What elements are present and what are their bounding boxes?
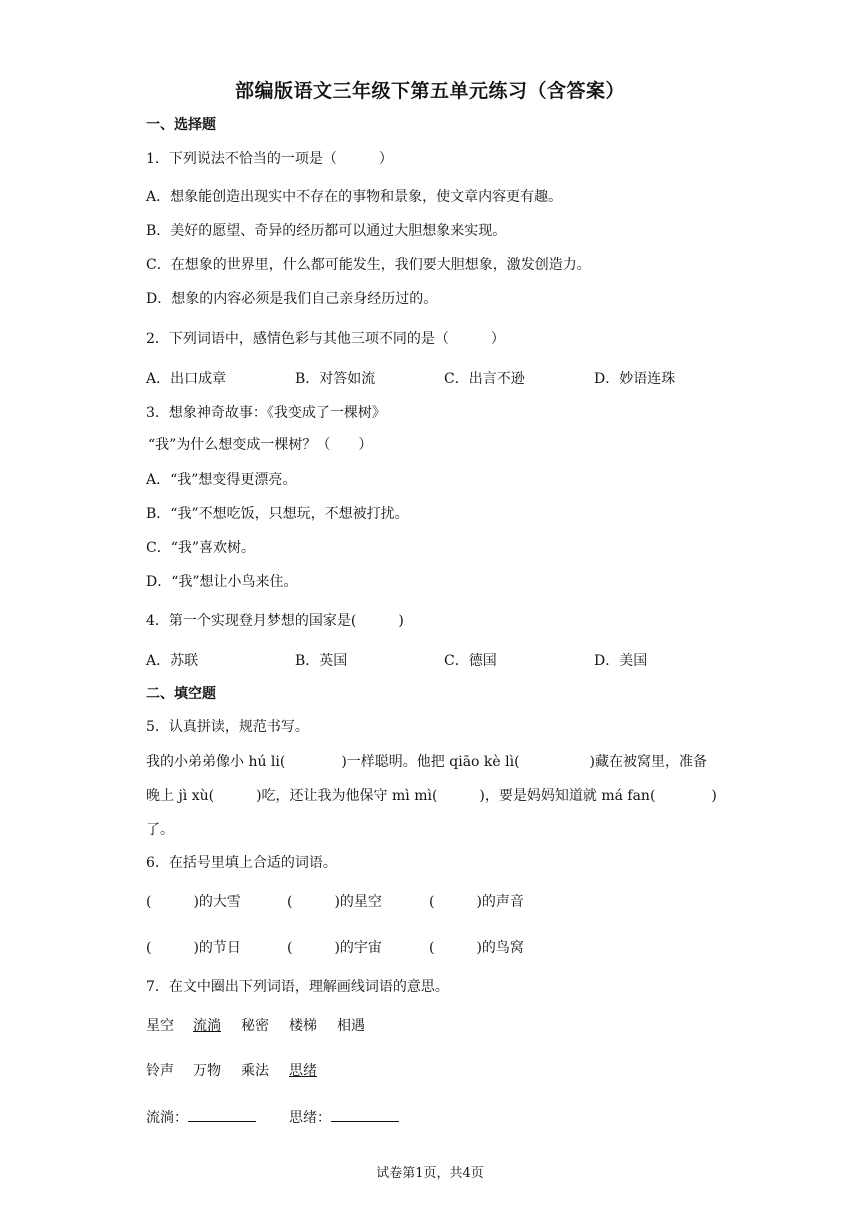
question-4-option-b: B．英国 [295, 653, 348, 669]
question-2-option-d: D．妙语连珠 [594, 371, 676, 387]
question-7-word: 铃声 [146, 1063, 174, 1079]
question-7-answer-2 [289, 1107, 399, 1127]
question-1-option-a: A．想象能创造出现实中不存在的事物和景象，使文章内容更有趣。 [146, 189, 563, 205]
question-6-item: ( )的大雪 [146, 894, 241, 910]
question-3-option-a: A．“我”想变得更漂亮。 [146, 472, 297, 488]
question-6-item: ( )的声音 [429, 894, 524, 910]
section-heading-fill: 二、填空题 [146, 686, 216, 702]
question-6-item: ( )的节日 [146, 940, 241, 956]
page-footer: 试卷第1页，共4页 [376, 1166, 484, 1181]
question-5-line-1: 我的小弟弟像小 hú li( )一样聪明。他把 qiāo kè lì( )藏在被窝里，准备 [146, 754, 708, 770]
question-3-option-d: D．“我”想让小鸟来住。 [146, 574, 298, 590]
question-2-option-a: A．出口成章 [146, 371, 227, 387]
question-3-subquestion: “我”为什么想变成一棵树？（ ） [148, 437, 373, 453]
answer-label: 思绪： [289, 1110, 331, 1126]
page-title: 部编版语文三年级下第五单元练习（含答案） [234, 80, 625, 102]
question-7-word: 相遇 [337, 1018, 365, 1034]
answer-blank[interactable] [188, 1107, 256, 1122]
section-heading-choice: 一、选择题 [146, 117, 216, 133]
question-6-stem: 6．在括号里填上合适的词语。 [146, 855, 337, 871]
question-7-word: 秘密 [241, 1018, 269, 1034]
question-1-option-d: D．想象的内容必须是我们自己亲身经历过的。 [146, 291, 438, 307]
question-6-item: ( )的星空 [287, 894, 382, 910]
question-7-stem: 7．在文中圈出下列词语，理解画线词语的意思。 [146, 979, 449, 995]
question-2-option-b: B．对答如流 [295, 371, 376, 387]
question-2-stem: 2．下列词语中，感情色彩与其他三项不同的是（ ） [146, 331, 505, 347]
question-5-stem: 5．认真拼读，规范书写。 [146, 719, 309, 735]
question-4-option-d: D．美国 [594, 653, 648, 669]
question-4-option-a: A．苏联 [146, 653, 199, 669]
question-1-option-c: C．在想象的世界里，什么都可能发生，我们要大胆想象，激发创造力。 [146, 257, 591, 273]
question-6-item: ( )的宇宙 [287, 940, 382, 956]
question-3-stem: 3．想象神奇故事：《我变成了一棵树》 [146, 405, 386, 421]
question-7-word: 楼梯 [289, 1018, 317, 1034]
question-4-stem: 4．第一个实现登月梦想的国家是( ) [146, 613, 404, 629]
question-5-line-3: 了。 [146, 822, 174, 838]
question-7-word-underlined: 思绪 [289, 1063, 317, 1079]
question-7-answer-1 [146, 1107, 256, 1127]
question-5-line-2: 晚上 jì xù( )吃，还让我为他保守 mì mì( )，要是妈妈知道就 má fan( ) [146, 788, 717, 804]
question-7-word-underlined: 流淌 [193, 1018, 221, 1034]
question-7-word: 万物 [193, 1063, 221, 1079]
question-1-option-b: B．美好的愿望、奇异的经历都可以通过大胆想象来实现。 [146, 223, 507, 239]
question-6-item: ( )的鸟窝 [429, 940, 524, 956]
question-1-stem: 1．下列说法不恰当的一项是（ ） [146, 151, 393, 167]
question-3-option-b: B．“我”不想吃饭，只想玩，不想被打扰。 [146, 506, 409, 522]
question-3-option-c: C．“我”喜欢树。 [146, 540, 256, 556]
question-7-word: 乘法 [241, 1063, 269, 1079]
answer-label: 流淌： [146, 1110, 188, 1126]
question-7-word: 星空 [146, 1018, 174, 1034]
answer-blank[interactable] [331, 1107, 399, 1122]
question-2-option-c: C．出言不逊 [444, 371, 525, 387]
question-4-option-c: C．德国 [444, 653, 497, 669]
